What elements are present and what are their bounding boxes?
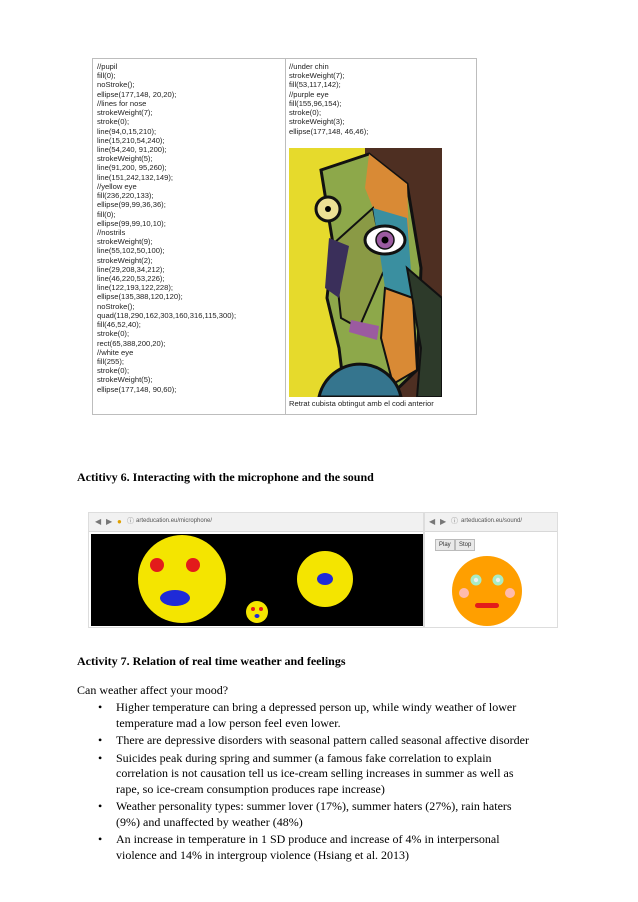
code-line: ellipse(177,148, 20,20); (97, 89, 177, 99)
stop-button[interactable]: Stop (455, 539, 475, 551)
code-line: strokeWeight(5); (97, 154, 153, 164)
table-divider (285, 59, 286, 414)
list-item (79, 799, 579, 830)
list-item-text: Higher temperature can bring a depressed person up, while windy weather of lower (116, 700, 517, 714)
code-line: line(94,0,15,210); (97, 126, 157, 136)
address-bar: arteducation.eu/sound/ (461, 518, 523, 524)
activity-7-heading: Activity 7. Relation of real time weather and feelings (77, 654, 346, 668)
forward-icon: ▶ (106, 517, 113, 526)
sound-screenshot (424, 512, 558, 628)
code-line: strokeWeight(9); (97, 237, 153, 247)
list-item-text: There are depressive disorders with seasonal pattern called seasonal affective disorder (116, 733, 529, 747)
code-line: ellipse(135,388,120,120); (97, 292, 183, 302)
notification-icon: ● (117, 517, 122, 526)
bullet-icon: • (98, 733, 103, 747)
code-line: line(46,220,53,226); (97, 274, 165, 284)
microphone-screenshot (88, 512, 424, 628)
code-line: ellipse(99,99,10,10); (97, 218, 166, 228)
code-line: //yellow eye (97, 181, 137, 191)
code-line: noStroke(); (97, 301, 135, 311)
code-line: strokeWeight(5); (97, 375, 153, 385)
code-line: fill(236,220,133); (97, 191, 154, 201)
address-bar: arteducation.eu/microphone/ (136, 518, 213, 524)
code-line: line(29,208,34,212); (97, 264, 165, 274)
code-line: rect(65,388,200,20); (97, 338, 166, 348)
code-line: ellipse(177,148, 90,60); (97, 384, 177, 394)
code-line: fill(53,117,142); (289, 80, 341, 90)
code-table (92, 58, 477, 415)
code-line: line(54,240, 91,200); (97, 144, 167, 154)
list-item (79, 700, 579, 731)
code-line: fill(46,52,40); (97, 320, 141, 330)
code-line: line(15,210,54,240); (97, 135, 165, 145)
intro-question: Can weather affect your mood? (77, 683, 229, 697)
list-item (79, 832, 579, 863)
code-line: noStroke(); (97, 80, 135, 90)
browser-toolbar (89, 513, 423, 532)
code-line: quad(118,290,162,303,160,316,115,300); (97, 310, 237, 320)
code-line: strokeWeight(2); (97, 255, 153, 265)
browser-toolbar (425, 513, 557, 532)
list-item-text: violence and 14% in intergroup violence (Hsiang et al. 2013) (116, 847, 410, 862)
bullet-icon: • (98, 832, 103, 846)
code-line: ellipse(99,99,36,36); (97, 200, 166, 210)
code-line: //under chin (289, 62, 329, 71)
code-line: //lines for nose (97, 98, 147, 108)
back-icon: ◀ (429, 517, 436, 526)
code-left-column (97, 62, 236, 394)
code-line: strokeWeight(3); (289, 117, 345, 127)
list-item-text: temperature mad a low person feel even lower. (116, 715, 341, 730)
bullet-icon: • (98, 799, 103, 813)
play-button[interactable]: Play (435, 539, 455, 551)
code-line: fill(0); (97, 209, 116, 219)
code-line: //purple eye (289, 89, 329, 99)
code-right-column (289, 62, 368, 136)
sound-face (445, 555, 529, 627)
list-item (79, 751, 579, 798)
code-line: //nostrils (97, 227, 126, 237)
code-line: //pupil (97, 62, 118, 71)
list-item-text: (9%) and unaffected by weather (48%) (116, 814, 303, 829)
code-line: stroke(0); (289, 108, 322, 118)
code-line: ellipse(177,148, 46,46); (289, 126, 369, 136)
code-line: stroke(0); (97, 329, 130, 339)
code-line: //white eye (97, 347, 134, 357)
list-item-text: rape, so ice-cream consumption produces rape increase) (116, 781, 385, 796)
code-line: line(151,242,132,149); (97, 172, 173, 182)
back-icon: ◀ (95, 517, 102, 526)
code-line: fill(0); (97, 71, 116, 81)
microphone-canvas (91, 534, 423, 626)
activity-6-heading: Actitivy 6. Interacting with the microphone and the sound (77, 470, 374, 484)
code-line: stroke(0); (97, 366, 130, 376)
bullet-icon: • (98, 700, 103, 714)
code-line: line(55,102,50,100); (97, 246, 165, 256)
code-line: stroke(0); (97, 117, 130, 127)
list-item-text: Suicides peak during spring and summer (a famous fake correlation to explain (116, 750, 492, 765)
info-icon: ⓘ (127, 518, 134, 525)
code-line: strokeWeight(7); (97, 108, 153, 118)
code-line: line(122,193,122,228); (97, 283, 173, 293)
list-item-text: Weather personality types: summer lover (17%), summer haters (27%), rain haters (116, 799, 512, 813)
code-line: strokeWeight(7); (289, 71, 345, 81)
list-item-text: correlation is not causation tell us ice-cream selling increases in summer as well as (116, 766, 514, 780)
code-line: fill(255); (97, 357, 125, 366)
portrait-caption: Retrat cubista obtingut amb el codi anterior (289, 399, 434, 408)
list-item (79, 733, 579, 749)
forward-icon: ▶ (440, 517, 447, 526)
info-icon: ⓘ (451, 518, 458, 525)
cubist-portrait-image (289, 148, 442, 397)
code-line: line(91,200, 95,260); (97, 163, 167, 173)
list-item-text: An increase in temperature in 1 SD produce and increase of 4% in interpersonal (116, 832, 500, 846)
bullet-icon: • (98, 750, 103, 765)
weather-bullet-list (79, 700, 579, 865)
code-line: fill(155,96,154); (289, 98, 342, 108)
